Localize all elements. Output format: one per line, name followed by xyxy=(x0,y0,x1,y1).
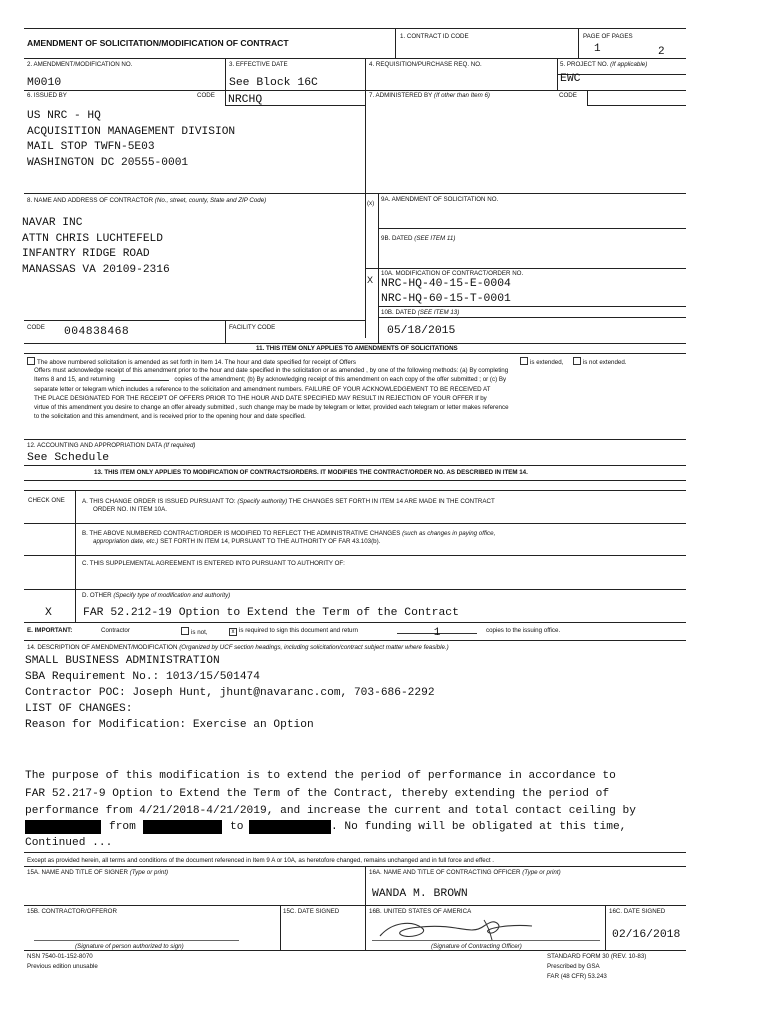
item-11-line-3: Items 8 and 15, and returning copies of the amendment; (b) By acknowledging receipt of this amendment on each copy of the offer submitted ; or (c) By xyxy=(34,376,507,383)
contractor-signature-caption: (Signature of person authorized to sign) xyxy=(75,943,184,950)
issued-by-line: MAIL STOP TWFN-5E03 xyxy=(27,141,155,154)
effective-date-label: 3. EFFECTIVE DATE xyxy=(229,61,288,68)
to-word: to xyxy=(230,821,244,833)
description-label: 14. DESCRIPTION OF AMENDMENT/MODIFICATION (Organized by UCF section headings, including solicitation/contract subject matter where feasible.) xyxy=(27,644,449,651)
description-line: SBA Requirement No.: 1013/15/501474 xyxy=(25,670,260,683)
amendment-solicitation-label: 9A. AMENDMENT OF SOLICITATION NO. xyxy=(381,196,499,203)
except-text: Except as provided herein, all terms and conditions of the document referenced in Item 9 A or 10A, as heretofore changed, remains unchanged and in full force and effect . xyxy=(27,857,494,864)
dated-10b-label: 10B. DATED (SEE ITEM 13) xyxy=(381,309,460,316)
officer-date-label: 16C. DATE SIGNED xyxy=(609,908,666,915)
contractor-offeror-label: 15B. CONTRACTOR/OFFEROR xyxy=(27,908,117,915)
description-line: Contractor POC: Joseph Hunt, jhunt@navaranc.com, 703-686-2292 xyxy=(25,686,435,699)
contractor-address xyxy=(22,216,170,278)
contractor-date-label: 15C. DATE SIGNED xyxy=(283,908,340,915)
is-required-option: x is required to sign this document and return xyxy=(229,627,358,636)
contractor-line: MANASSAS VA 20109-2316 xyxy=(22,263,170,276)
item-11-line-4: separate letter or telegram which includes a reference to the solicitation and amendment numbers. FAILURE OF YOUR ACKNOWLEDGEMENT TO BE RECEIVED AT xyxy=(34,386,491,393)
issued-by-line: US NRC - HQ xyxy=(27,110,101,122)
contractor-line: INFANTRY RIDGE ROAD xyxy=(22,248,150,261)
modification-contract-label: 10A. MODIFICATION OF CONTRACT/ORDER NO. xyxy=(381,270,524,277)
far-text: FAR (48 CFR) 53.243 xyxy=(547,973,607,980)
copies-field xyxy=(397,622,477,639)
paragraph-line: FAR 52.217-9 Option to Extend the Term of the Contract, thereby extending the period of xyxy=(25,787,610,800)
dated-9b-label: 9B. DATED (SEE ITEM 11) xyxy=(381,235,456,242)
continued-text: Continued ... xyxy=(25,837,113,849)
modification-contract-no-2: NRC-HQ-60-15-T-0001 xyxy=(381,293,511,305)
page-number: 1 xyxy=(594,43,601,55)
option-d-check-mark: X xyxy=(45,607,52,619)
officer-name-value: WANDA M. BROWN xyxy=(372,888,468,900)
option-d-authority: FAR 52.212-19 Option to Extend the Term of the Contract xyxy=(83,607,459,619)
copies-value: 1 xyxy=(433,627,441,639)
issued-by-code-label: CODE xyxy=(197,92,215,99)
officer-date-value: 02/16/2018 xyxy=(612,929,681,941)
facility-code-label: FACILITY CODE xyxy=(229,324,276,331)
usa-label: 16B. UNITED STATES OF AMERICA xyxy=(369,908,472,915)
officer-signature xyxy=(372,914,602,944)
contractor-line: NAVAR INC xyxy=(22,217,83,229)
is-required-checkbox[interactable]: x xyxy=(229,628,237,636)
option-c-line: C. THIS SUPPLEMENTAL AGREEMENT IS ENTERED INTO PURSUANT TO AUTHORITY OF: xyxy=(82,560,345,567)
amendment-no-label: 2. AMENDMENT/MODIFICATION NO. xyxy=(27,61,133,68)
option-b-line-2: appropriation date, etc.) SET FORTH IN ITEM 14, PURSUANT TO THE AUTHORITY OF FAR 43.103(b). xyxy=(93,538,381,545)
extended-options: is extended, is not extended. xyxy=(520,357,627,367)
description-paragraph xyxy=(25,768,636,821)
redaction-block xyxy=(249,820,331,834)
redaction-block xyxy=(25,820,101,834)
issued-by-line: ACQUISITION MANAGEMENT DIVISION xyxy=(27,125,236,138)
project-no-value: EWC xyxy=(560,73,581,85)
contractor-code: 004838468 xyxy=(64,326,130,338)
dated-10b-value: 05/18/2015 xyxy=(387,325,456,337)
contractor-line: ATTN CHRIS LUCHTEFELD xyxy=(22,232,163,245)
description-lines xyxy=(25,654,435,734)
modification-check-mark: X xyxy=(367,275,374,285)
paragraph-line: The purpose of this modification is to extend the period of performance in accordance to xyxy=(25,770,616,782)
from-word: from xyxy=(109,821,136,833)
effective-date-value: See Block 16C xyxy=(229,77,318,89)
description-line: SMALL BUSINESS ADMINISTRATION xyxy=(25,655,220,667)
not-extended-checkbox[interactable] xyxy=(573,357,581,365)
is-not-option: is not, xyxy=(181,627,208,637)
accounting-value: See Schedule xyxy=(27,452,110,464)
option-b-line-1: B. THE ABOVE NUMBERED CONTRACT/ORDER IS MODIFIED TO REFLECT THE ADMINISTRATIVE CHANGES (such as changes in paying office, xyxy=(82,530,496,537)
is-not-checkbox[interactable] xyxy=(181,627,189,635)
item-11-line-1: The above numbered solicitation is amended as set forth in Item 14. The hour and date specified for receipt of Offers xyxy=(27,357,356,367)
redaction-block xyxy=(143,820,222,834)
option-a-line-1: A. THIS CHANGE ORDER IS ISSUED PURSUANT TO: (Specify authority) THE CHANGES SET FORTH IN ITEM 14 ARE MADE IN THE CONTRACT xyxy=(82,498,495,505)
x-column-label: (x) xyxy=(367,200,375,207)
important-label: E. IMPORTANT: xyxy=(27,627,73,634)
gsa-text: Prescribed by GSA xyxy=(547,963,600,970)
funding-text: . No funding will be obligated at this time, xyxy=(331,821,627,833)
modification-contract-no-1: NRC-HQ-40-15-E-0004 xyxy=(381,278,511,290)
item-13-heading: 13. THIS ITEM ONLY APPLIES TO MODIFICATION OF CONTRACTS/ORDERS. IT MODIFIES THE CONTRACT/ORDER NO. AS DESCRIBED IN ITEM 14. xyxy=(94,469,528,476)
standard-form-text: STANDARD FORM 30 (REV. 10-83) xyxy=(547,953,647,960)
copies-blank[interactable] xyxy=(121,380,169,381)
project-no-label: 5. PROJECT NO. (If applicable) xyxy=(560,61,648,68)
contract-id-label: 1. CONTRACT ID CODE xyxy=(400,33,469,40)
issued-by-label: 6. ISSUED BY xyxy=(27,92,67,99)
amendment-no-value: M0010 xyxy=(27,77,62,89)
form-title: AMENDMENT OF SOLICITATION/MODIFICATION OF CONTRACT xyxy=(27,38,289,48)
description-line: LIST OF CHANGES: xyxy=(25,702,133,715)
requisition-label: 4. REQUISITION/PURCHASE REQ. NO. xyxy=(369,61,482,68)
page-label: PAGE OF PAGES xyxy=(583,33,633,40)
item-11-heading: 11. THIS ITEM ONLY APPLIES TO AMENDMENTS OF SOLICITATIONS xyxy=(256,345,458,352)
item-11-line-7: to the solicitation and this amendment, and is received prior to the opening hour and date specified. xyxy=(34,413,306,420)
item-11-line-6: virtue of this amendment you desire to change an offer already submitted , such change may be made by telegram or letter, provided each telegram or letter makes reference xyxy=(34,404,509,411)
administered-by-code-label: CODE xyxy=(559,92,577,99)
option-a-line-2: ORDER NO. IN ITEM 10A. xyxy=(93,506,167,513)
nsn-text: NSN 7540-01-152-8070 xyxy=(27,953,93,960)
issued-by-address xyxy=(27,109,235,171)
solicitation-checkbox[interactable] xyxy=(27,357,35,365)
description-line: Reason for Modification: Exercise an Option xyxy=(25,718,314,731)
item-11-line-2: Offers must acknowledge receipt of this amendment prior to the hour and date specified in the solicitation or as amended , by one of the following methods: (a) By completing xyxy=(34,367,509,374)
page-total: 2 xyxy=(658,46,665,58)
option-d-line: D. OTHER (Specify type of modification and authority) xyxy=(82,592,231,599)
contractor-label: 8. NAME AND ADDRESS OF CONTRACTOR (No., street, county, State and ZIP Code) xyxy=(27,197,267,204)
accounting-label: 12. ACCOUNTING AND APPROPRIATION DATA (If required) xyxy=(27,442,196,449)
extended-checkbox[interactable] xyxy=(520,357,528,365)
administered-by-label: 7. ADMINISTERED BY (If other than Item 6) xyxy=(369,92,490,99)
paragraph-line: performance from 4/21/2018-4/21/2019, and increase the current and total contact ceiling by xyxy=(25,805,636,817)
contractor-code-label: CODE xyxy=(27,324,45,331)
important-contractor: Contractor xyxy=(101,627,130,634)
signer-name-label: 15A. NAME AND TITLE OF SIGNER (Type or print) xyxy=(27,869,169,876)
previous-edition-text: Previous edition unusable xyxy=(27,963,98,970)
copies-tail: copies to the issuing office. xyxy=(486,627,561,634)
issued-by-line: WASHINGTON DC 20555-0001 xyxy=(27,156,189,169)
officer-name-label: 16A. NAME AND TITLE OF CONTRACTING OFFICER (Type or print) xyxy=(369,869,561,876)
issued-by-code: NRCHQ xyxy=(228,94,263,106)
item-11-line-5: THE PLACE DESIGNATED FOR THE RECEIPT OF OFFERS PRIOR TO THE HOUR AND DATE SPECIFIED MAY RESULT IN REJECTION OF YOUR OFFER If by xyxy=(34,395,487,402)
check-one-label: CHECK ONE xyxy=(28,497,65,504)
officer-signature-caption: (Signature of Contracting Officer) xyxy=(431,943,522,950)
